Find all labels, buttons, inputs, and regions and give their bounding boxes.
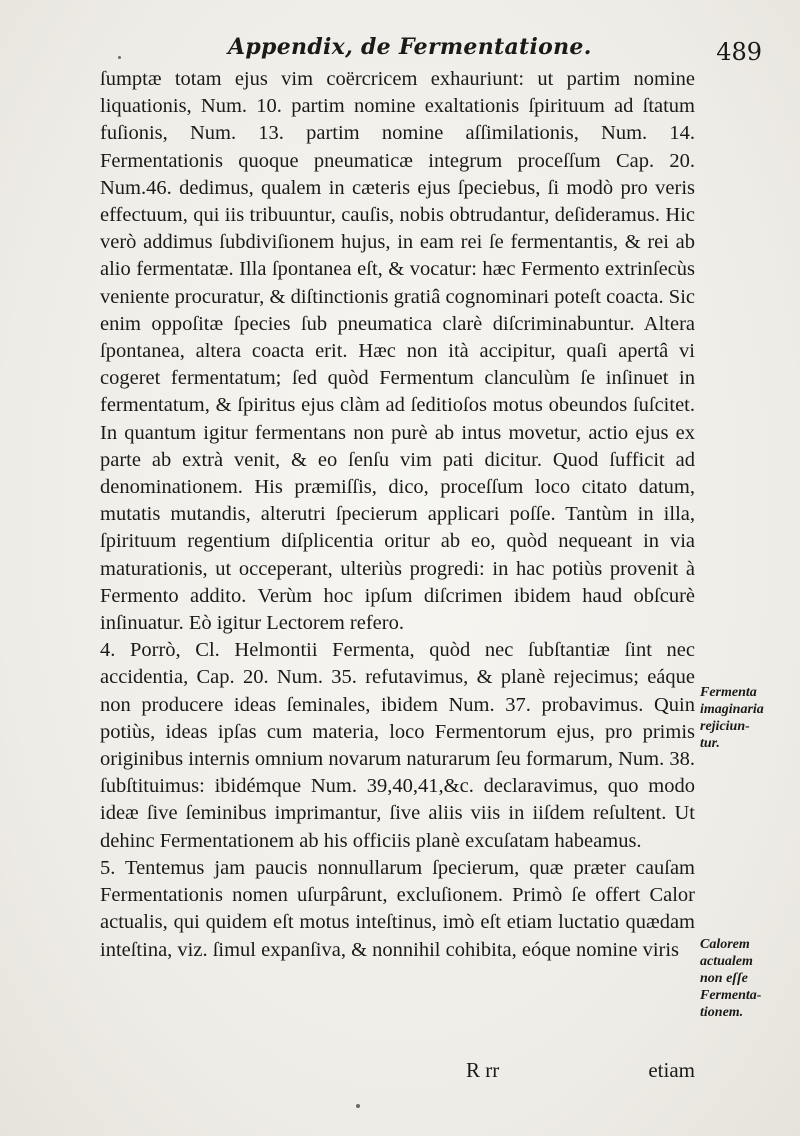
margin-note-line: tionem. xyxy=(700,1005,744,1020)
page-header xyxy=(100,34,790,64)
margin-note-line: imaginaria xyxy=(700,702,764,717)
margin-note-line: tur. xyxy=(700,736,720,751)
margin-note-line: Fermenta xyxy=(700,685,757,700)
paragraph-continuation: ſumptæ totam ejus vim coërcricem exhauriunt: ut partim nomine liquationis, Num. 10. partim nomine exaltationis ſpirituum ad ſtatum fuſionis, Num. 13. partim nomine aſſimilationis, Num. 14. Fermentationis quoque pneumaticæ integrum proceſſum Cap. 20. Num.46. dedimus, qualem in cæteris ejus ſpeciebus, ſi modò pro veris effectuum, qui iis tribuuntur, cauſis, nobis obtrudantur, deſideramus. Hic verò addimus ſubdiviſionem hujus, in eam rei ſe fermentantis, & rei ab alio fermentatæ. Illa ſpontanea eſt, & vocatur: hæc Fermento extrinſecùs veniente procuratur, & diſtinctionis gratiâ cognominari poteſt coacta. Sic enim oppoſitæ ſpecies ſub pneumatica clarè diſcriminabuntur. Altera ſpontanea, altera coacta erit. Hæc non ità accipitur, quaſi apertâ vi cogeret fermentatum; ſed quòd Fermentum clanculùm ſe inſinuet in fermentatum, & ſpiritus ejus clàm ad ſeditioſos motus obeundos ſuſcitet. In quantum igitur fermentans non purè ab intus movetur, actio ejus ex parte ab extrà venit, & eo ſenſu vim pati dicitur. Quod ſufficit ad denominationem. His præmiſſis, dico, proceſſum loco citato datum, mutatis mutandis, alterutri ſpecierum applicari poſſe. Tantùm in illa, ſpirituum regentium diſplicentia oritur ab eo, quòd nequeant in via maturationis, ut occeperant, ulteriùs progredi: in hac potiùs provenit à Fermento addito. Verùm hoc ipſum diſcrimen ibidem haud obſcurè inſinuatur. Eò igitur Lectorem refero. xyxy=(100,68,695,635)
page-footer xyxy=(100,1058,695,1088)
margin-note-line: rejiciun- xyxy=(700,719,750,734)
margin-note-fermenta xyxy=(700,684,795,752)
margin-note-line: actualem xyxy=(700,954,753,969)
margin-note-line: Calorem xyxy=(700,937,750,952)
paragraph-4: 4. Porrò, Cl. Helmontii Fermenta, quòd nec ſubſtantiæ ſint nec accidentia, Cap. 20. Num. 35. refutavimus, & planè rejecimus; eáque non producere ideas ſeminales, ibidem Num. 37. probavimus. Quin potiùs, ideas ipſas cum materia, loco Fermentorum ejus, pro primis originibus internis omnium novarum naturarum ſeu formarum, Num. 38. ſubſtituimus: ibidémque Num. 39,40,41,&c. declaravimus, quo modo ideæ ſive ſeminibus imprimantur, ſive aliis viis in iiſdem reſultent. Ut dehinc Fermentationem ab his officiis planè excuſatam habeamus. xyxy=(100,639,695,852)
ink-speck xyxy=(356,1104,360,1108)
signature-mark: R rr xyxy=(466,1058,500,1082)
ink-speck xyxy=(118,56,121,59)
margin-note-line: Fermenta- xyxy=(700,988,762,1003)
margin-note-calorem xyxy=(700,936,795,1021)
running-title: Appendix, de Fermentatione. xyxy=(228,34,592,60)
paragraph-5: 5. Tentemus jam paucis nonnullarum ſpecierum, quæ præter cauſam Fermentationis nomen uſurpârunt, excluſionem. Primò ſe offert Calor actualis, qui quidem eſt motus inteſtinus, imò eſt etiam luctatio quædam inteſtina, viz. ſimul expanſiva, & nonnihil cohibita, eóque nomine viris xyxy=(100,856,695,961)
margin-note-line: non eſſe xyxy=(700,971,748,986)
page-number: 489 xyxy=(716,38,762,66)
main-text xyxy=(100,66,695,964)
catchword: etiam xyxy=(648,1058,695,1082)
